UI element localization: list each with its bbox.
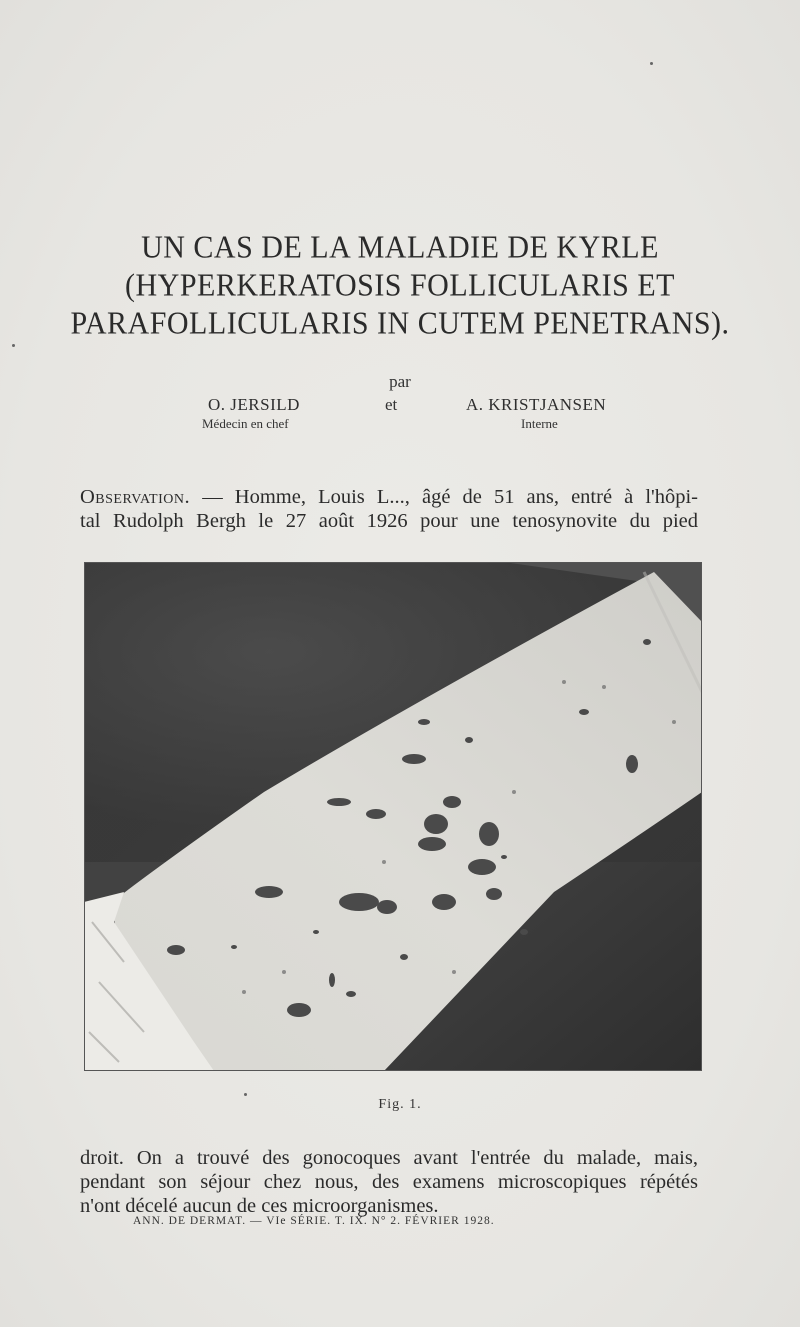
article-title (60, 229, 740, 342)
title-line: UN CAS DE LA MALADIE DE KYRLE (141, 230, 659, 265)
observation-lead: Observation. (80, 486, 191, 508)
author-name: A. KRISTJANSEN (466, 395, 607, 414)
title-line: PARAFOLLICULARIS IN CUTEM PENETRANS). (70, 305, 730, 341)
observation-text: — Homme, Louis L..., âgé de 51 ans, entré à l'hôpi- (190, 486, 698, 508)
text-line: pendant son séjour chez nous, des examens microscopiques répétés (80, 1171, 698, 1193)
text-line: n'ont décelé aucun de ces microorganismes. (80, 1195, 439, 1217)
byline-conjunction: et (385, 395, 398, 414)
text-line (80, 485, 698, 509)
title-line: (HYPERKERATOSIS FOLLICULARIS ET (125, 268, 675, 303)
byline-par: par (389, 372, 411, 391)
author-role: Interne (521, 416, 558, 431)
author-role: Médecin en chef (202, 416, 289, 431)
figure-photograph (84, 562, 702, 1071)
paper-speck (12, 344, 15, 347)
text-line: tal Rudolph Bergh le 27 août 1926 pour une tenosynovite du pied (80, 510, 698, 532)
text-line: droit. On a trouvé des gonocoques avant l'entrée du malade, mais, (80, 1147, 698, 1169)
paper-speck (244, 1093, 247, 1096)
paper-speck (650, 62, 653, 65)
observation-paragraph (80, 485, 698, 533)
arm-photograph (84, 562, 702, 1071)
journal-footer: ANN. DE DERMAT. — VIe SÉRIE. T. IX. N° 2. FÉVRIER 1928. (133, 1215, 495, 1227)
continuation-paragraph (80, 1146, 698, 1218)
figure-caption: Fig. 1. (378, 1097, 422, 1112)
author-name: O. JERSILD (208, 395, 300, 414)
